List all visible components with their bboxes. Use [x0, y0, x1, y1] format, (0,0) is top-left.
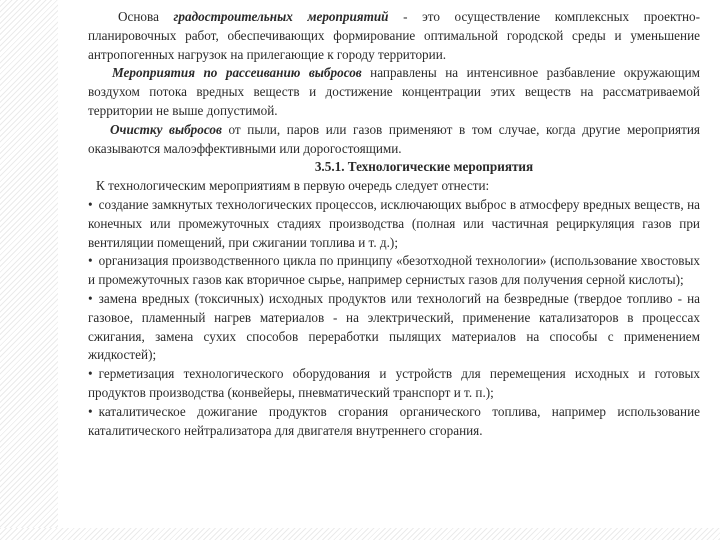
- bullet-marker: •: [88, 403, 93, 419]
- paragraph-emission-cleaning: [88, 121, 700, 159]
- bullet-marker: •: [88, 290, 93, 306]
- term-dispersion-measures: Мероприятия по рассеиванию выбросов: [112, 65, 362, 81]
- bullet-item: [88, 403, 700, 441]
- section-heading: 3.5.1. Технологические мероприятия: [314, 159, 534, 175]
- term-emission-cleaning: Очистку выбросов: [110, 121, 222, 137]
- paragraph-text: от пыли, паров или газов применяют в том случае, когда другие мероприятия оказываются малоэффективными или дорогостоящими.: [88, 121, 700, 156]
- left-hatched-margin: [0, 0, 58, 540]
- bullet-item: [88, 196, 700, 252]
- section-intro: К технологическим мероприятиям в первую очередь следует отнести:: [96, 178, 490, 194]
- paragraph-urban-planning: [88, 8, 700, 64]
- bullet-text: организация производственного цикла по принципу «безотходной технологии» (использование хвостовых и промежуточных газов как вторичное сырье, например сернистых газов для получения серной кислоты);: [88, 253, 700, 288]
- bullet-item: [88, 290, 700, 365]
- paragraph-text: направлены на интенсивное разбавление окружающим воздухом потока вредных веществ и достижение концентрации этих веществ на рассматриваемой территории не выше допустимой.: [88, 65, 700, 118]
- paragraph-dispersion: [88, 64, 700, 120]
- bullet-text: замена вредных (токсичных) исходных продуктов или технологий на безвредные (твердое топливо - на газовое, пламенный нагрев материалов - на электрический, применение катализаторов в процессах сжигания, замена сухих способов переработки пылящих материалов на способы с применением жидкостей);: [88, 290, 700, 363]
- bullet-text: создание замкнутых технологических процессов, исключающих выброс в атмосферу вредных веществ, на конечных или промежуточных стадиях производства (полная или частичная рециркуляция газов при вентиляции помещений, при сжигании топлива и т. д.);: [88, 196, 700, 250]
- bullet-text: каталитическое дожигание продуктов сгорания органического топлива, например использование каталитического нейтрализатора для двигателя внутреннего сгорания.: [88, 403, 700, 438]
- bullet-item: [88, 252, 700, 290]
- paragraph-text: - это осуществление комплексных проектно-планировочных работ, обеспечивающих формирование оптимальной городской среды и уменьшение антропогенных нагрузок на прилегающие к городу территории.: [88, 9, 700, 62]
- bullet-marker: •: [88, 196, 93, 212]
- bullet-marker: •: [88, 366, 93, 382]
- bullet-text: герметизация технологического оборудования и устройств для перемещения исходных и готовых продуктов производства (конвейеры, пневматический транспорт и т. п.);: [88, 366, 700, 400]
- document-body: [88, 8, 700, 440]
- paragraph-lead: Основа: [118, 9, 174, 24]
- term-urban-planning-measures: градостроительных мероприятий: [173, 9, 389, 24]
- bullet-item: [88, 365, 700, 403]
- bottom-hatched-margin: [0, 528, 720, 540]
- bullet-marker: •: [88, 253, 93, 269]
